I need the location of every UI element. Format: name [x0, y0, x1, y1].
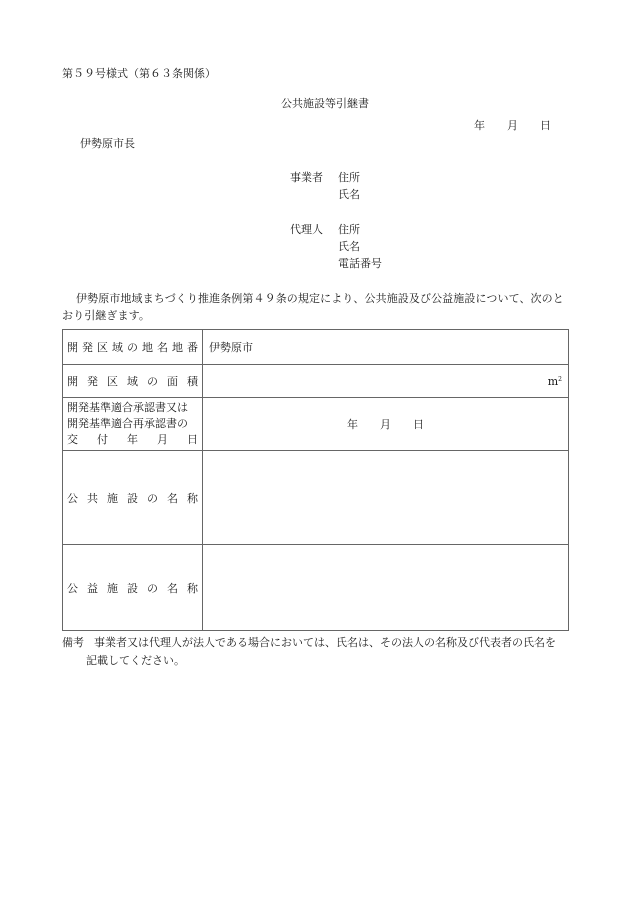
benefit-facility-label: 公 益 施 設 の 名 称 [63, 545, 203, 631]
agent-name-label: 氏名 [338, 240, 360, 253]
business-operator-label: 事業者 [290, 171, 323, 184]
table-row-location [63, 330, 569, 365]
handover-table [62, 329, 569, 631]
document-title: 公共施設等引継書 [281, 97, 369, 110]
body-text: 伊勢原市地域まちづくり推進条例第４９条の規定により、公共施設及び公益施設について、次のとおり引継ぎます。 [62, 292, 564, 322]
approval-label-line-3: 交 付 年 月 日 [67, 433, 198, 446]
benefit-facility-value[interactable] [203, 545, 569, 631]
table-row-benefit-facility [63, 545, 569, 631]
remarks [62, 634, 572, 670]
remarks-continuation: 記載してください。 [86, 654, 185, 667]
date-day-label: 日 [540, 119, 551, 132]
area-unit: $m^2$ [547, 374, 562, 388]
form-number: 第５９号様式（第６３条関係） [62, 67, 216, 80]
approval-label-line-1: 開発基準適合承認書又は [67, 401, 188, 414]
business-operator-address-label: 住所 [338, 171, 360, 184]
business-operator-name-label: 氏名 [338, 188, 360, 201]
date-year-label: 年 [474, 119, 485, 132]
area-value[interactable] [203, 365, 569, 398]
approval-date-value[interactable]: 年 月 日 [203, 398, 569, 451]
table-row-approval-date [63, 398, 569, 451]
addressee: 伊勢原市長 [80, 137, 135, 150]
agent-address-label: 住所 [338, 223, 360, 236]
area-label: 開 発 区 域 の 面 積 [63, 365, 203, 398]
date-month-label: 月 [507, 119, 518, 132]
agent-label: 代理人 [290, 223, 323, 236]
remarks-heading: 備考 [62, 636, 84, 649]
agent-phone-label: 電話番号 [338, 257, 382, 270]
approval-date-label [63, 398, 203, 451]
table-row-public-facility [63, 451, 569, 545]
location-label-text: 開 発 区 域 の 地 名 地 番 [67, 341, 198, 354]
remarks-text: 事業者又は代理人が法人である場合においては、氏名は、その法人の名称及び代表者の氏名を [94, 636, 556, 649]
location-label [63, 330, 203, 365]
public-facility-label: 公 共 施 設 の 名 称 [63, 451, 203, 545]
approval-label-line-2: 開発基準適合再承認書の [67, 417, 188, 430]
submission-date [474, 117, 551, 133]
public-facility-value[interactable] [203, 451, 569, 545]
table-row-area [63, 365, 569, 398]
location-value[interactable]: 伊勢原市 [203, 330, 569, 365]
